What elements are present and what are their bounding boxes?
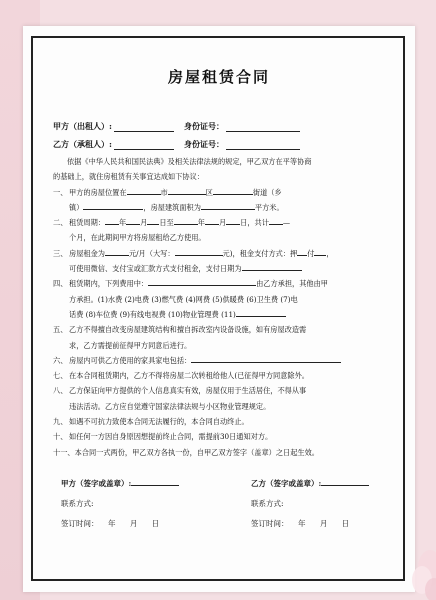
party-b-signature-block [251,474,369,534]
party-a-sign-blank [131,478,179,486]
clause-10: 十、 如任何一方因自身原因想提前终止合同，需提前30日通知对方。 [53,432,273,442]
clause-1: 一、 甲方的房屋位置在 市 区 街道（乡 [53,187,282,197]
party-a-name-blank [114,123,174,132]
party-a-contact: 联系方式: [61,499,94,508]
intro-line-1: 依据《中华人民共和国民法典》及相关法律法规的规定，甲乙双方在平等协商 [67,157,312,166]
party-a-id-blank [226,123,300,132]
clause-7: 七、 在本合同租赁期内，乙方不得将房屋二次转租给他人(已征得甲方同意除外。 [53,371,309,381]
clause-4-cont-1: 方承担。(1)水费 (2)电费 (3)燃气费 (4)网费 (5)供暖费 (6)卫生费 (7)电 [69,294,298,304]
clause-11: 十一、本合同一式两份，甲乙双方各执一份，自甲乙双方签字（盖章）之日起生效。 [53,447,319,457]
flower-decoration-icon [408,510,436,600]
party-b-id-label: 身份证号： [183,139,224,149]
clause-4-cont-2: 话费 (8)车位费 (9)有线电视费 (10)物业管理费 (11) [53,307,383,322]
party-b-name-blank [114,141,174,150]
clause-2: 二、 租赁周期： 年 月 日至 年 月 日，共计 — [53,218,291,228]
clause-5-cont: 求，乙方需提前征得甲方同意后进行。 [69,340,192,350]
contract-paper [23,26,415,592]
party-b-label: 乙方（承租人）: [53,139,112,149]
document-title: 房屋租赁合同 [167,68,270,86]
clause-8-cont: 违法活动。乙方应自觉遵守国家法律法规与小区物业管理规定。 [69,401,271,411]
party-b-sign-blank [321,478,369,486]
party-b-contact: 联系方式: [251,499,284,508]
party-b-id-blank [226,141,300,150]
clause-8: 八、 乙方保证向甲方提供的个人信息真实有效，房屋仅用于生活居住，不得从事 [53,386,307,396]
party-b-row [53,139,300,150]
party-a-sign-label: 甲方（签字或盖章）: [61,479,132,488]
clause-6: 六、 房屋内可供乙方使用的家具家电包括： [53,353,383,368]
clause-3: 三、 房屋租金为 元/月（大写： 元)，租金支付方式：押 付 ， [53,248,334,258]
clause-4: 四、 租赁期内，下列费用中： 由乙方承担，其他由甲 [53,279,328,289]
clause-5: 五、 乙方不得擅自改变房屋建筑结构和擅自拆改室内设备设施，如有房屋改造需 [53,325,307,335]
clause-2-cont: 个月，在此期间甲方将房屋租给乙方使用。 [69,233,206,243]
clause-1-cont: 镇） ，房屋建筑面积为 平方米。 [69,202,284,212]
intro-line-2: 的基础上，就住房租赁有关事宜达成如下协议： [53,172,204,182]
party-a-signature-block [61,474,179,534]
clause-9: 九、 如遇不可抗力致使本合同无法履行的，本合同自动终止。 [53,417,249,427]
clause-3-cont: 可使用微信、支付宝或汇款方式支付租金，支付日期为 [53,261,383,276]
party-a-row [53,121,300,132]
contract-body [53,154,383,460]
party-a-id-label: 身份证号： [183,121,224,131]
party-b-sign-label: 乙方（签字或盖章）: [251,479,322,488]
party-a-label: 甲方（出租人）: [53,121,112,131]
party-b-date: 签订时间： 年 月 日 [251,519,350,528]
party-a-date: 签订时间： 年 月 日 [61,519,160,528]
